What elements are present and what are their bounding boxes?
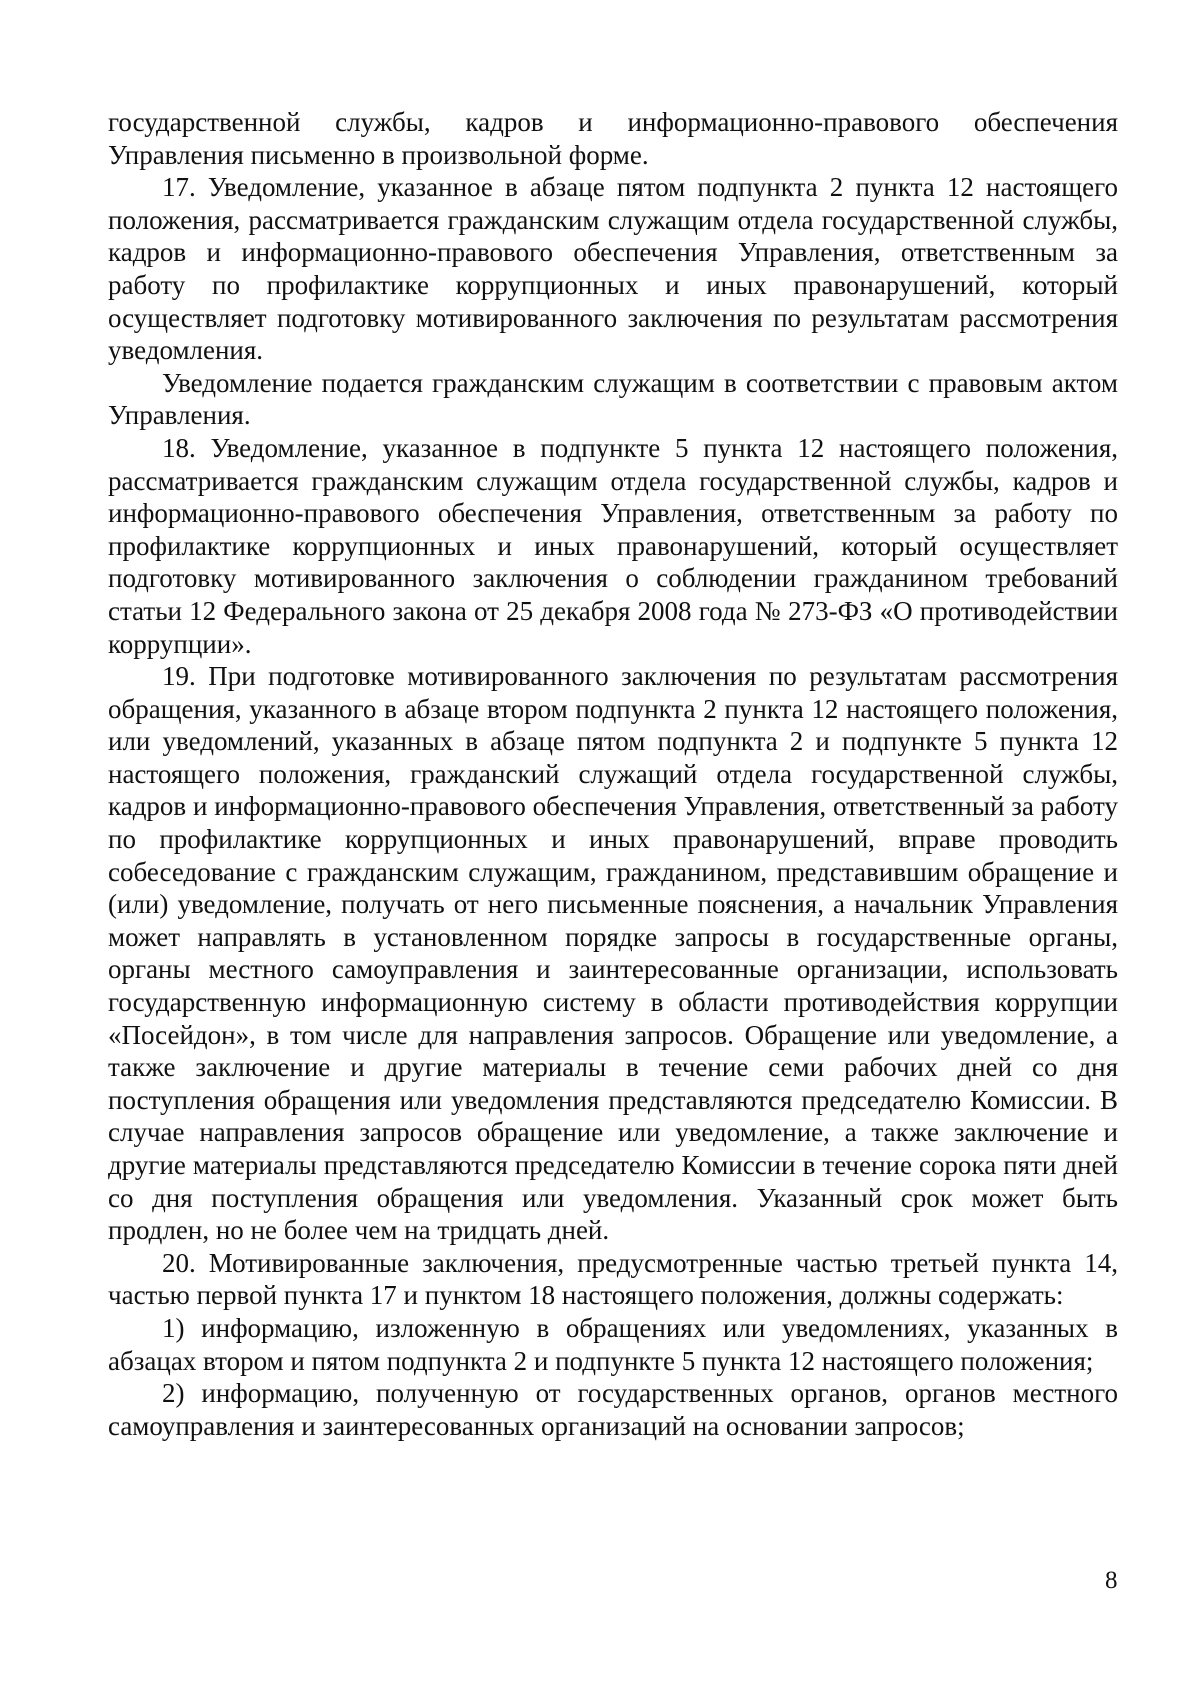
paragraph-18: 18. Уведомление, указанное в подпункте 5 пункта 12 настоящего положения, рассматривается гражданским служащим отдела государственной службы, кадров и информационно-правового обеспечения Управления, ответственным за работу по профилактике коррупционных и иных правонарушений, который осуществляет подготовку мотивированного заключения о соблюдении гражданином требований статьи 12 Федерального закона от 25 декабря 2008 года № 273-ФЗ «О противодействии коррупции». bbox=[108, 432, 1118, 659]
paragraph-19: 19. При подготовке мотивированного заключения по результатам рассмотрения обращения, указанного в абзаце втором подпункта 2 пункта 12 настоящего положения, или уведомлений, указанных в абзаце пятом подпункта 2 и подпункте 5 пункта 12 настоящего положения, гражданский служащий отдела государственной службы, кадров и информационно-правового обеспечения Управления, ответственный за работу по профилактике коррупционных и иных правонарушений, вправе проводить собеседование с гражданским служащим, гражданином, представившим обращение и (или) уведомление, получать от него письменные пояснения, а начальник Управления может направлять в установленном порядке запросы в государственные органы, органы местного самоуправления и заинтересованные организации, использовать государственную информационную систему в области противодействия коррупции «Посейдон», в том числе для направления запросов. Обращение или уведомление, а также заключение и другие материалы в течение семи рабочих дней со дня поступления обращения или уведомления представляются председателю Комиссии. В случае направления запросов обращение или уведомление, а также заключение и другие материалы представляются председателю Комиссии в течение сорока пяти дней со дня поступления обращения или уведомления. Указанный срок может быть продлен, но не более чем на тридцать дней. bbox=[108, 661, 1118, 1246]
paragraph-17: 17. Уведомление, указанное в абзаце пятом подпункта 2 пункта 12 настоящего положения, рассматривается гражданским служащим отдела государственной службы, кадров и информационно-правового обеспечения Управления, ответственным за работу по профилактике коррупционных и иных правонарушений, который осуществляет подготовку мотивированного заключения по результатам рассмотрения уведомления. bbox=[108, 172, 1118, 366]
page-number: 8 bbox=[1105, 1567, 1118, 1594]
paragraph-20-item-2: 2) информацию, полученную от государственных органов, органов местного самоуправления и заинтересованных организаций на основании запросов; bbox=[108, 1378, 1118, 1441]
paragraph-17-note: Уведомление подается гражданским служащим в соответствии с правовым актом Управления. bbox=[108, 367, 1118, 431]
document-body bbox=[108, 106, 1118, 1442]
paragraph-20-item-1: 1) информацию, изложенную в обращениях или уведомлениях, указанных в абзацах втором и пятом подпункта 2 и подпункте 5 пункта 12 настоящего положения; bbox=[108, 1312, 1118, 1376]
paragraph-20: 20. Мотивированные заключения, предусмотренные частью третьей пункта 14, частью первой пункта 17 и пунктом 18 настоящего положения, должны содержать: bbox=[108, 1247, 1118, 1311]
paragraph-continuation: государственной службы, кадров и информационно-правового обеспечения Управления письменно в произвольной форме. bbox=[108, 107, 1118, 170]
